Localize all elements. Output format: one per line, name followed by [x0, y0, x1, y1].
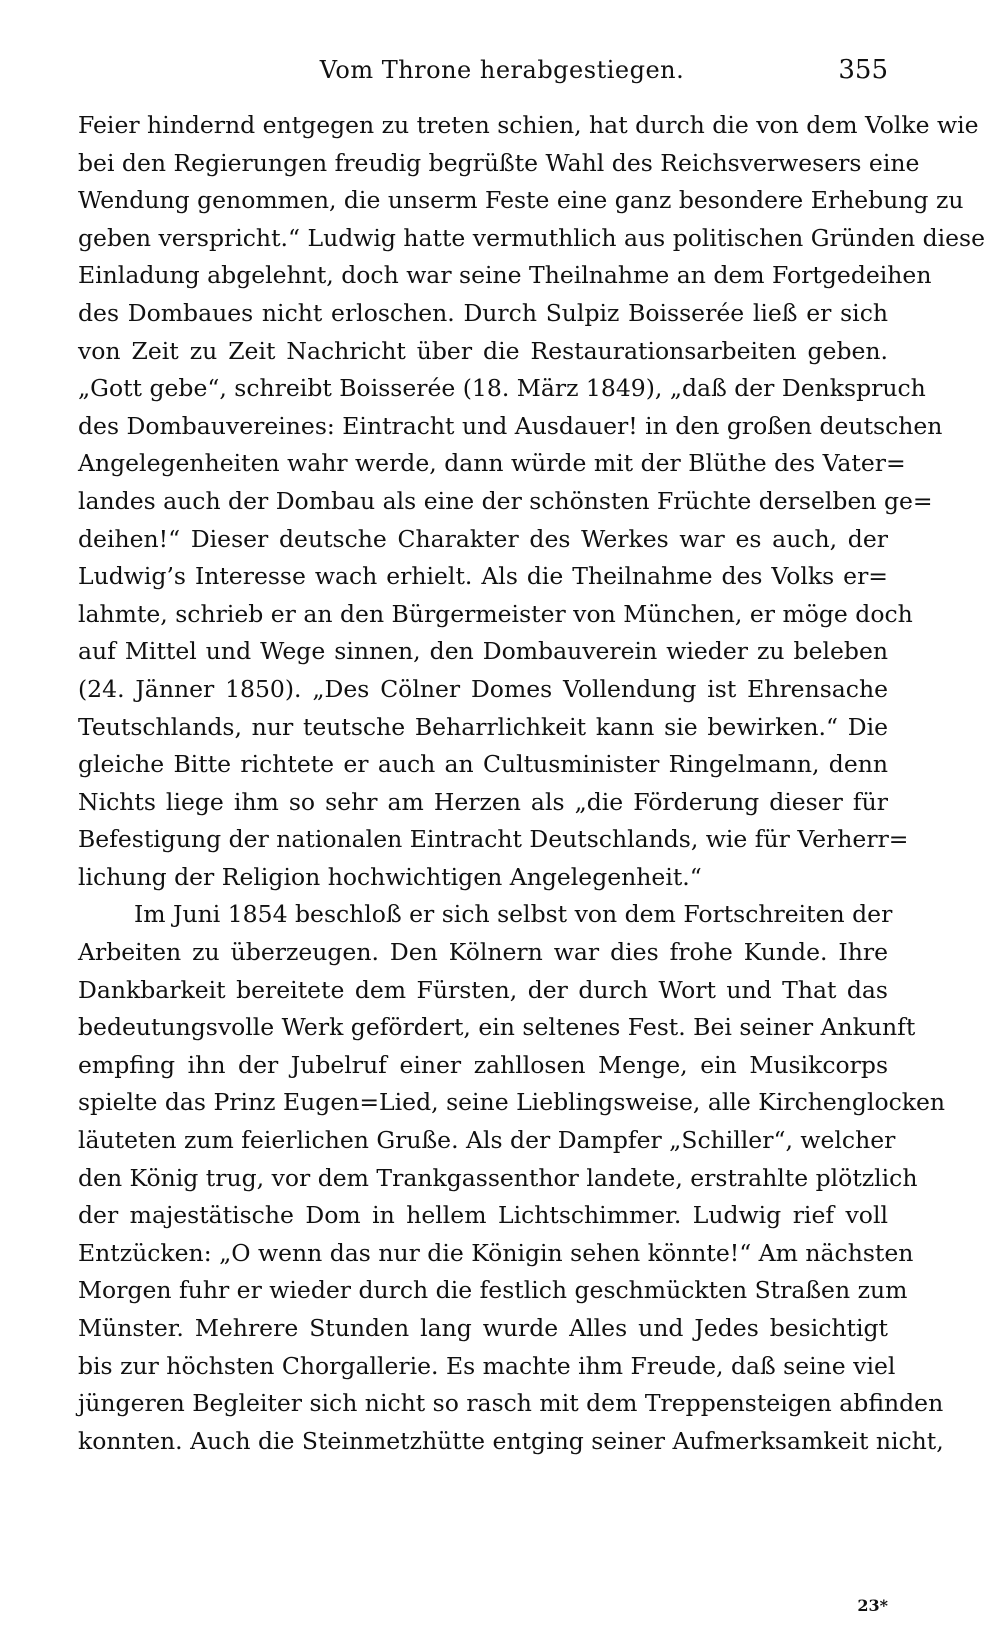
text-line: Ludwig’s Interesse wach erhielt. Als die Theilnahme des Volks er= [78, 562, 888, 591]
printer-signature-mark: 23* [857, 1596, 888, 1615]
text-line: konnten. Auch die Steinmetzhütte entging seiner Aufmerksamkeit nicht, [78, 1426, 944, 1455]
text-line: den König trug, vor dem Trankgassenthor landete, erstrahlte plötzlich [78, 1163, 918, 1192]
text-line: der majestätische Dom in hellem Lichtschimmer. Ludwig rief voll [78, 1201, 888, 1230]
text-line: Münster. Mehrere Stunden lang wurde Alles und Jedes besichtigt [78, 1314, 888, 1342]
text-line: spielte das Prinz Eugen=Lied, seine Lieblingsweise, alle Kirchenglocken [78, 1088, 946, 1117]
running-title: Vom Throne herabgestiegen. [319, 56, 685, 84]
text-line: auf Mittel und Wege sinnen, den Dombauverein wieder zu beleben [78, 637, 888, 666]
text-line: jüngeren Begleiter sich nicht so rasch mit dem Treppensteigen abfinden [78, 1389, 944, 1418]
text-line: des Dombauvereines: Eintracht und Ausdauer! in den großen deutschen [78, 411, 943, 440]
text-line: Teutschlands, nur teutsche Beharrlichkeit kann sie bewirken.“ Die [78, 712, 888, 741]
page-number: 355 [838, 55, 888, 85]
text-line: landes auch der Dombau als eine der schönsten Früchte derselben ge= [78, 486, 933, 515]
text-line: empfing ihn der Jubelruf einer zahllosen Menge, ein Musikcorps [78, 1050, 888, 1079]
text-line: läuteten zum feierlichen Gruße. Als der Dampfer „Schiller“, welcher [78, 1126, 896, 1155]
text-line: Entzücken: „O wenn das nur die Königin sehen könnte!“ Am nächsten [78, 1238, 914, 1267]
text-line: geben verspricht.“ Ludwig hatte vermuthlich aus politischen Gründen diese [78, 223, 986, 252]
text-line: Feier hindernd entgegen zu treten schien, hat durch die von dem Volke wie [78, 111, 979, 139]
paragraph-start-line: Im Juni 1854 beschloß er sich selbst von dem Fortschreiten der [134, 900, 893, 929]
text-line: deihen!“ Dieser deutsche Charakter des Werkes war es auch, der [78, 524, 888, 553]
text-line: Arbeiten zu überzeugen. Den Kölnern war dies frohe Kunde. Ihre [78, 938, 888, 967]
text-line: bis zur höchsten Chorgallerie. Es machte ihm Freude, daß seine viel [78, 1351, 896, 1380]
text-line: gleiche Bitte richtete er auch an Cultusminister Ringelmann, denn [78, 750, 888, 779]
text-line: von Zeit zu Zeit Nachricht über die Restaurationsarbeiten geben. [78, 336, 888, 365]
text-line: (24. Jänner 1850). „Des Cölner Domes Vollendung ist Ehrensache [78, 674, 888, 703]
text-line: Dankbarkeit bereitete dem Fürsten, der durch Wort und That das [78, 975, 888, 1004]
text-line: bedeutungsvolle Werk gefördert, ein seltenes Fest. Bei seiner Ankunft [78, 1013, 916, 1042]
text-line: Morgen fuhr er wieder durch die festlich geschmückten Straßen zum [78, 1276, 908, 1305]
text-line: Wendung genommen, die unserm Feste eine ganz besondere Erhebung zu [78, 186, 964, 215]
body-text [78, 107, 986, 1460]
text-line: Nichts liege ihm so sehr am Herzen als „die Förderung dieser für [78, 787, 888, 816]
text-line: des Dombaues nicht erloschen. Durch Sulpiz Boisserée ließ er sich [78, 298, 888, 327]
text-line: Befestigung der nationalen Eintracht Deutschlands, wie für Verherr= [78, 825, 909, 854]
paragraph-end-line: lichung der Religion hochwichtigen Angelegenheit.“ [78, 862, 702, 891]
running-head [78, 52, 886, 92]
text-line: „Gott gebe“, schreibt Boisserée (18. März 1849), „daß der Denkspruch [78, 374, 926, 403]
text-line: Angelegenheiten wahr werde, dann würde mit der Blüthe des Vater= [78, 449, 906, 478]
text-line: bei den Regierungen freudig begrüßte Wahl des Reichsverwesers eine [78, 148, 920, 177]
text-line: Einladung abgelehnt, doch war seine Theilnahme an dem Fortgedeihen [78, 261, 932, 290]
text-line: lahmte, schrieb er an den Bürgermeister von München, er möge doch [78, 599, 913, 628]
